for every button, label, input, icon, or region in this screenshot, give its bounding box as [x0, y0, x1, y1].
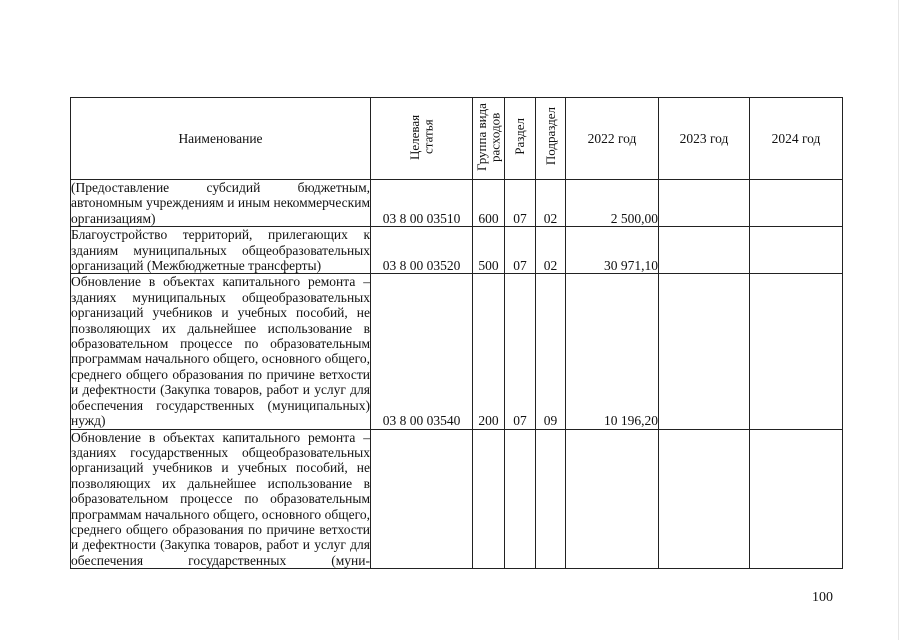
- row-name: Благоустройство территорий, прилегающих к зданиям муниципальных общеобразовательных организаций (Межбюджетные трансферты): [71, 227, 370, 274]
- header-target-article: [371, 98, 473, 180]
- row-2023: [659, 180, 750, 227]
- row-2024: [750, 429, 843, 569]
- header-expense-group: [473, 98, 505, 180]
- table-row: [71, 180, 843, 227]
- row-subsection: 02: [536, 227, 566, 274]
- header-subsection: [536, 98, 566, 180]
- row-2023: [659, 429, 750, 569]
- row-target-article: 03 8 00 03510: [371, 180, 473, 227]
- header-target-article-text: Целевая статья: [406, 113, 436, 160]
- header-2024: 2024 год: [750, 98, 843, 180]
- row-expense-group: 500: [473, 227, 505, 274]
- row-name: (Предоставление субсидий бюджетным, автономным учреждениям и иным некоммерческим организациям): [71, 180, 370, 226]
- row-section: [505, 429, 536, 569]
- header-2022: 2022 год: [566, 98, 659, 180]
- row-section: 07: [505, 227, 536, 274]
- row-expense-group: 600: [473, 180, 505, 227]
- row-2024: [750, 274, 843, 429]
- row-name: Обновление в объектах капитального ремонта – зданиях муниципальных общеобразовательных организаций учебников и учебных пособий, не позволяющих их дальнейшее использование в образовательном процессе по образовательным программам начального общего, основного общего, среднего общего образования по причине ветхости и дефектности (Закупка товаров, работ и услуг для обеспечения государственных (муниципальных) нужд): [71, 274, 370, 429]
- row-2022: 10 196,20: [566, 274, 659, 429]
- row-expense-group: 200: [473, 274, 505, 429]
- header-2023: 2023 год: [659, 98, 750, 180]
- page-edge: [898, 0, 899, 640]
- row-2024: [750, 227, 843, 274]
- row-subsection: [536, 429, 566, 569]
- row-2023: [659, 274, 750, 429]
- row-target-article: 03 8 00 03520: [371, 227, 473, 274]
- table-header-row: [71, 98, 843, 180]
- header-expense-group-text: Группа вида расходов: [473, 102, 503, 171]
- row-2022: 30 971,10: [566, 227, 659, 274]
- row-2022: 2 500,00: [566, 180, 659, 227]
- row-2023: [659, 227, 750, 274]
- header-section-text: Раздел: [512, 118, 528, 155]
- header-subsection-text: Подраздел: [542, 107, 558, 166]
- header-name: Наименование: [71, 98, 371, 180]
- row-subsection: 09: [536, 274, 566, 429]
- row-2022: [566, 429, 659, 569]
- row-target-article: 03 8 00 03540: [371, 274, 473, 429]
- table-row: [71, 227, 843, 274]
- budget-table: [70, 97, 843, 569]
- row-name: Обновление в объектах капитального ремонта – зданиях государственных общеобразовательных организаций учебников и учебных пособий, не позволяющих их дальнейшее использование в образовательном процессе по образовательным программам начального общего, основного общего, среднего общего образования по причине ветхости и дефектности (Закупка товаров, работ и услуг для обеспечения государственных (муни-: [71, 429, 370, 568]
- table-row: [71, 429, 843, 569]
- header-section: [505, 98, 536, 180]
- table-row: [71, 274, 843, 429]
- page-number: 100: [812, 590, 833, 605]
- row-expense-group: [473, 429, 505, 569]
- row-section: 07: [505, 180, 536, 227]
- row-2024: [750, 180, 843, 227]
- row-target-article: [371, 429, 473, 569]
- row-subsection: 02: [536, 180, 566, 227]
- row-section: 07: [505, 274, 536, 429]
